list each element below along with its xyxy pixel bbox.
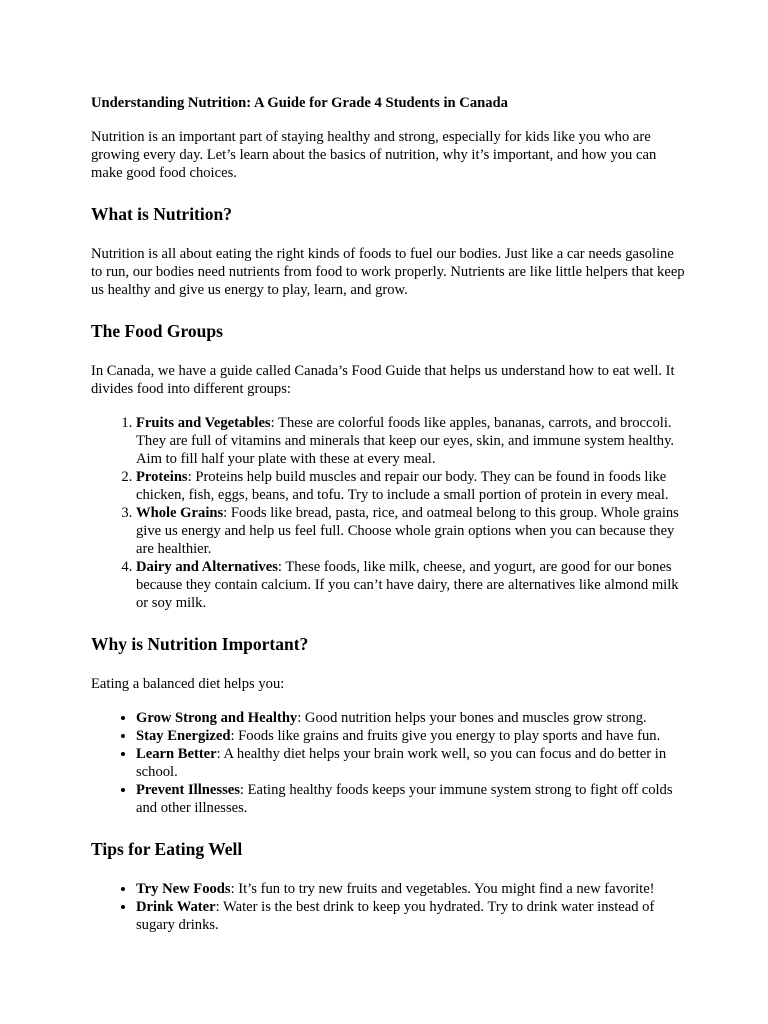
list-item-term: Whole Grains: [136, 505, 224, 521]
heading-tips-eating-well: Tips for Eating Well: [91, 839, 243, 859]
list-item-desc: : These are colorful foods like apples, bananas, carrots, and broccoli. They are full of vitamins and minerals that keep our eyes, skin, and immune system healthy. Aim to fill half your plate with these at every meal.: [136, 415, 675, 467]
list-item: [136, 898, 688, 934]
list-item-term: Prevent Illnesses: [136, 782, 240, 798]
list-item-term: Drink Water: [136, 899, 216, 915]
food-groups-paragraph: In Canada, we have a guide called Canada’s Food Guide that helps us understand how to eat well. It divides food into different groups:: [91, 363, 675, 397]
list-item-desc: : Good nutrition helps your bones and muscles grow strong.: [297, 710, 647, 726]
list-item-term: Grow Strong and Healthy: [136, 710, 298, 726]
list-item: [136, 709, 688, 727]
list-item: [136, 727, 688, 745]
list-item: [136, 468, 688, 504]
heading-food-groups: The Food Groups: [91, 321, 223, 341]
list-item: [136, 558, 688, 612]
list-item-desc: : Water is the best drink to keep you hydrated. Try to drink water instead of sugary drinks.: [136, 899, 655, 933]
why-paragraph: Eating a balanced diet helps you:: [91, 676, 285, 692]
heading-what-is-nutrition: What is Nutrition?: [91, 204, 232, 224]
list-item: [136, 781, 688, 817]
food-groups-list: [91, 414, 688, 612]
list-item-desc: : Foods like bread, pasta, rice, and oatmeal belong to this group. Whole grains give us energy and help us feel full. Choose whole grain options when you can because they are healthier.: [136, 505, 679, 557]
list-item-desc: : It’s fun to try new fruits and vegetables. You might find a new favorite!: [230, 881, 655, 897]
what-paragraph: Nutrition is all about eating the right kinds of foods to fuel our bodies. Just like a car needs gasoline to run, our bodies need nutrients from food to work properly. Nutrients are like little helpers that keep us healthy and give us energy to play, learn, and grow.: [91, 246, 685, 298]
list-item: [136, 504, 688, 558]
benefits-list: [91, 709, 688, 817]
heading-why-nutrition-important: Why is Nutrition Important?: [91, 634, 309, 654]
document-title: Understanding Nutrition: A Guide for Grade 4 Students in Canada: [91, 95, 508, 111]
list-item-desc: : These foods, like milk, cheese, and yogurt, are good for our bones because they contain calcium. If you can’t have dairy, there are alternatives like almond milk or soy milk.: [136, 559, 679, 611]
list-item-desc: : Foods like grains and fruits give you energy to play sports and have fun.: [230, 728, 661, 744]
list-item-term: Proteins: [136, 469, 188, 485]
list-item-desc: : Proteins help build muscles and repair our body. They can be found in foods like chicken, fish, eggs, beans, and tofu. Try to include a small portion of protein in every meal.: [136, 469, 669, 503]
list-item-desc: : A healthy diet helps your brain work well, so you can focus and do better in school.: [136, 746, 667, 780]
list-item-term: Learn Better: [136, 746, 217, 762]
list-item-desc: : Eating healthy foods keeps your immune system strong to fight off colds and other illnesses.: [136, 782, 673, 816]
list-item-term: Try New Foods: [136, 881, 231, 897]
list-item-term: Stay Energized: [136, 728, 231, 744]
intro-paragraph: Nutrition is an important part of staying healthy and strong, especially for kids like you who are growing every day. Let’s learn about the basics of nutrition, why it’s important, and how you can make good food choices.: [91, 129, 657, 181]
list-item: [136, 880, 688, 898]
list-item-term: Dairy and Alternatives: [136, 559, 278, 575]
list-item-term: Fruits and Vegetables: [136, 415, 271, 431]
list-item: [136, 414, 688, 468]
list-item: [136, 745, 688, 781]
tips-list: [91, 880, 688, 934]
